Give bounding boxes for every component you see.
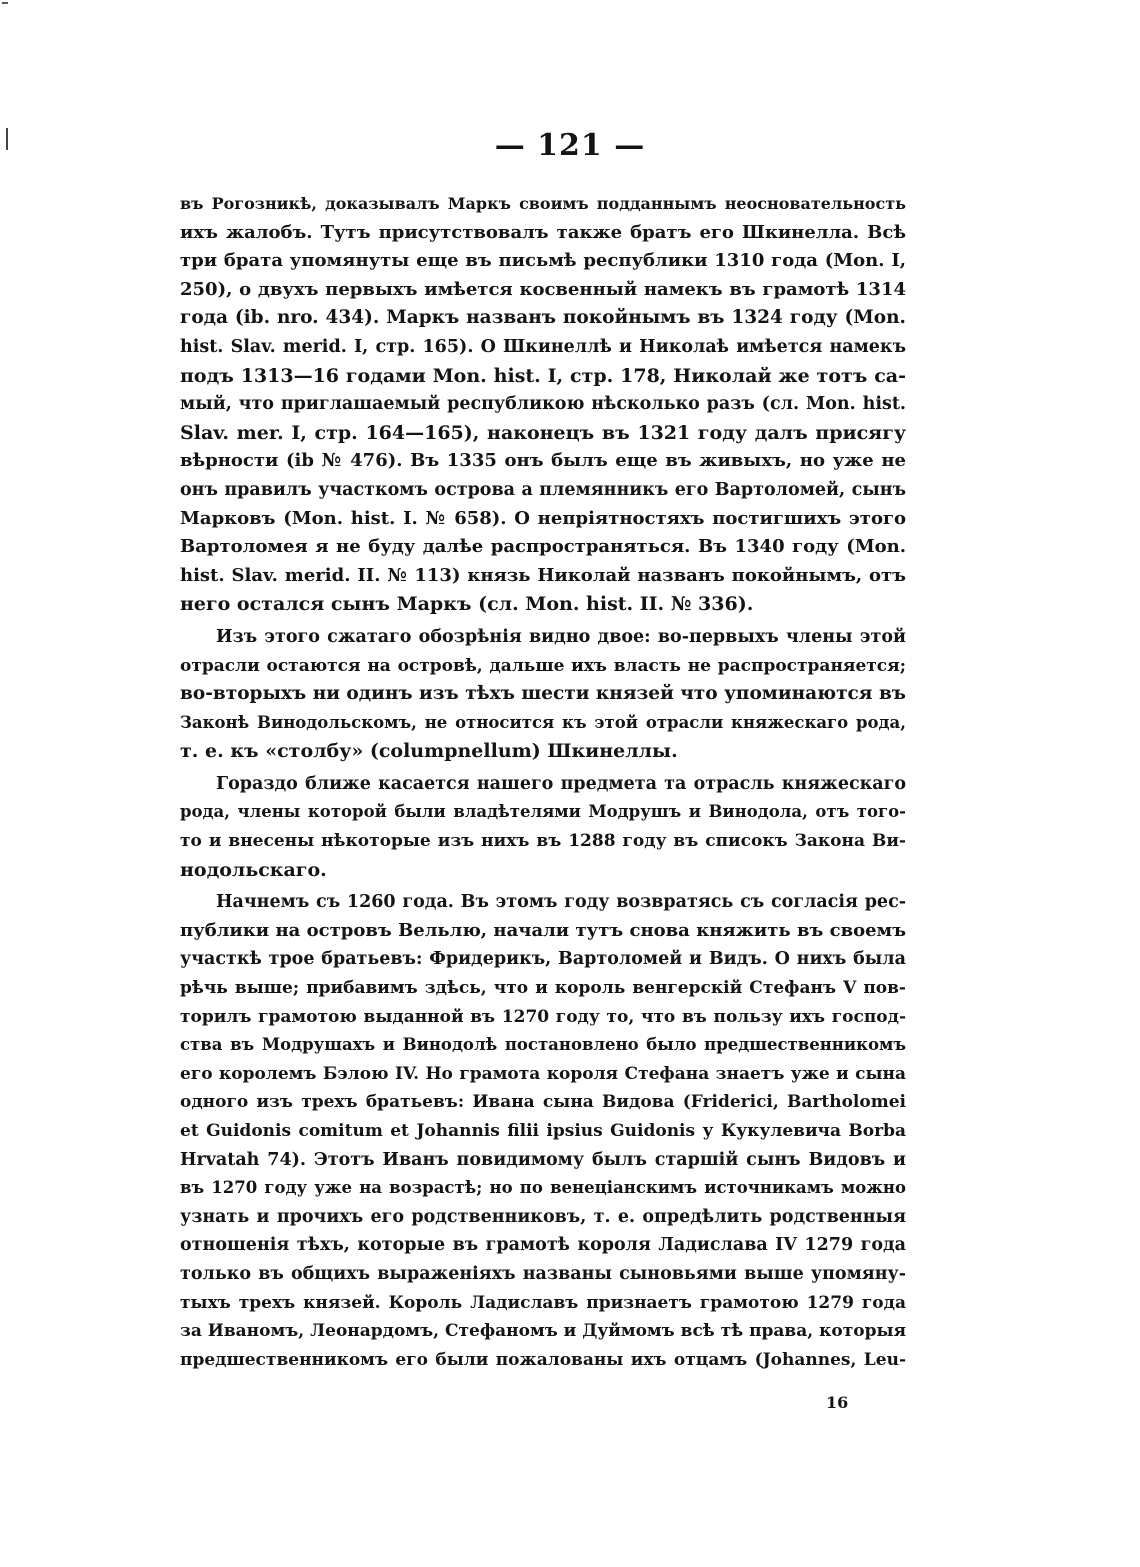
- text-line: hist. Slav. merid. I, стр. 165). О Шкинеллѣ и Николаѣ имѣется намекъ: [180, 336, 906, 357]
- text-line: нодольскаго.: [180, 858, 327, 881]
- text-line: Вартоломея я не буду далѣе распространяться. Въ 1340 году (Mon.: [180, 536, 906, 558]
- text-line: него остался сынъ Маркъ (сл. Mon. hist. II. № 336).: [180, 593, 754, 616]
- paragraph: [180, 770, 906, 884]
- text-line: Начнемъ съ 1260 года. Въ этомъ году возвратясь съ согласія рес-: [216, 892, 906, 913]
- text-line: мый, что приглашаемый республикою нѣсколько разъ (сл. Mon. hist.: [180, 394, 906, 415]
- text-line: его королемъ Бэлою IV. Но грамота короля Стефана знаетъ уже и сына: [180, 1063, 906, 1084]
- text-line: Изъ этого сжатаго обозрѣнія видно двое: во-первыхъ члены этой: [216, 626, 906, 647]
- text-line: торилъ грамотою выданной въ 1270 году то, что въ пользу ихъ господ-: [180, 1006, 906, 1027]
- scan-corner-mark: [2, 2, 8, 4]
- text-line: т. е. къ «столбу» (columpnellum) Шкинеллы.: [180, 740, 678, 763]
- text-line: ихъ жалобъ. Тутъ присутствовалъ также братъ его Шкинелла. Всѣ: [180, 221, 906, 243]
- text-line: Hrvatah 74). Этотъ Иванъ повидимому былъ старшій сынъ Видовъ и: [180, 1149, 906, 1170]
- text-line: узнать и прочихъ его родственниковъ, т. е. опредѣлить родственныя: [180, 1206, 906, 1227]
- text-line: вѣрности (ib № 476). Въ 1335 онъ былъ еще въ живыхъ, но уже не: [180, 450, 906, 472]
- text-line: онъ правилъ участкомъ острова а племянникъ его Вартоломей, сынъ: [180, 479, 906, 500]
- text-line: hist. Slav. merid. II. № 113) князь Николай названъ покойнымъ, отъ: [180, 564, 906, 586]
- text-line: Slav. mer. I, стр. 164—165), наконецъ въ 1321 году далъ присягу: [180, 421, 906, 444]
- body-text: [180, 190, 906, 1374]
- paragraph: [180, 888, 906, 1374]
- text-line: года (ib. nro. 434). Маркъ названъ покойнымъ въ 1324 году (Mon.: [180, 307, 906, 329]
- text-line: рода, члены которой были владѣтелями Модрушъ и Винодола, отъ того-: [180, 802, 906, 822]
- text-line: только въ общихъ выраженіяхъ названы сыновьями выше упомяну-: [180, 1263, 906, 1284]
- text-line: три брата упомянуты еще въ письмѣ республики 1310 года (Mon. I,: [180, 250, 906, 272]
- text-line: одного изъ трехъ братьевъ: Ивана сына Видова (Friderici, Bartholomei: [180, 1092, 906, 1113]
- text-line: во-вторыхъ ни одинъ изъ тѣхъ шести князей что упоминаются въ: [180, 683, 906, 705]
- page-number-header: — 121 —: [494, 128, 646, 163]
- text-line: отношенія тѣхъ, которые въ грамотѣ короля Ладислава IV 1279 года: [180, 1235, 906, 1256]
- text-line: въ Рогозникѣ, доказывалъ Маркъ своимъ подданнымъ неосновательность: [180, 194, 906, 213]
- text-line: за Иваномъ, Леонардомъ, Стефаномъ и Дуймомъ всѣ тѣ права, которыя: [180, 1321, 906, 1342]
- text-line: публики на островъ Вельлю, начали тутъ снова княжить въ своемъ: [180, 919, 906, 941]
- text-line: рѣчь выше; прибавимъ здѣсь, что и король венгерскій Стефанъ V пов-: [180, 978, 906, 999]
- text-line: подъ 1313—16 годами Mon. hist. I, стр. 178, Николай же тотъ са-: [180, 364, 906, 387]
- text-line: et Guidonis comitum et Johannis filii ipsius Guidonis у Кукулевича Borba: [180, 1121, 906, 1141]
- paragraph: [180, 623, 906, 766]
- text-line: 250), о двухъ первыхъ имѣется косвенный намекъ въ грамотѣ 1314: [180, 278, 906, 300]
- text-line: отрасли остаются на островѣ, дальше ихъ власть не распространяется;: [180, 655, 906, 676]
- text-line: то и внесены нѣкоторые изъ нихъ въ 1288 году въ списокъ Закона Ви-: [180, 831, 906, 852]
- signature-mark: 16: [826, 1393, 849, 1412]
- text-line: Законѣ Винодольскомъ, не относится къ этой отрасли княжескаго рода,: [180, 712, 906, 732]
- text-line: въ 1270 году уже на возрастѣ; но по венеціанскимъ источникамъ можно: [180, 1178, 906, 1198]
- text-line: Гораздо ближе касается нашего предмета та отрасль княжескаго: [216, 773, 906, 794]
- text-line: ства въ Модрушахъ и Винодолѣ постановлено было предшественникомъ: [180, 1035, 906, 1055]
- text-line: Марковъ (Mon. hist. I. № 658). О непріятностяхъ постигшихъ этого: [180, 507, 906, 529]
- text-line: предшественникомъ его были пожалованы ихъ отцамъ (Johannes, Leu-: [180, 1349, 906, 1370]
- paragraph: [180, 190, 906, 619]
- text-line: тыхъ трехъ князей. Король Ладиславъ признаетъ грамотою 1279 года: [180, 1292, 906, 1313]
- text-line: участкѣ трое братьевъ: Фридерикъ, Вартоломей и Видъ. О нихъ была: [180, 949, 906, 970]
